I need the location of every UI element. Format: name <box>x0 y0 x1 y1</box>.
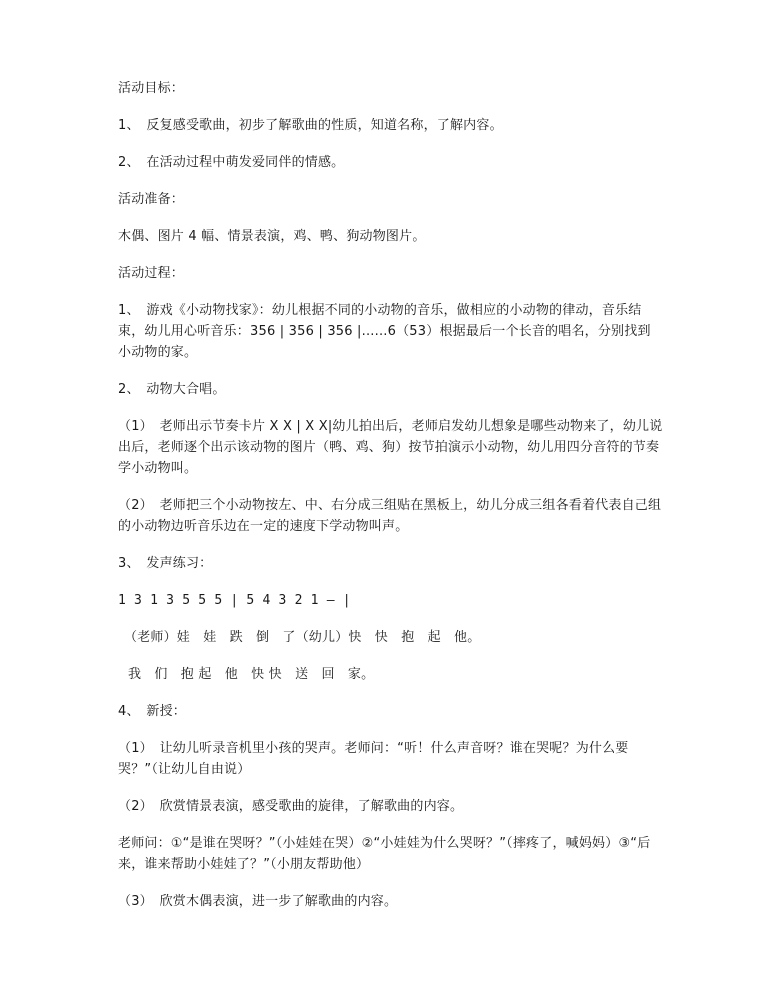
music-notation: 1 3 1 3 5 5 5 | 5 4 3 2 1 — | <box>118 593 351 608</box>
heading-preparation: 活动准备： <box>118 192 185 207</box>
lyric-line-1: （老师）娃 娃 跌 倒 了（幼儿）快 快 抱 起 他。 <box>124 630 481 645</box>
process-step-3: 3、 发声练习： <box>118 556 213 571</box>
process-step-2-sub-1: （1） 老师出示节奏卡片 X X | X X|幼儿拍出后，老师启发幼儿想象是哪些动物来了，幼儿说出后，老师逐个出示该动物的图片（鸭、鸡、狗）按节拍演示小动物，幼儿用四分音符的节奏学小动物叫。 <box>118 419 663 476</box>
heading-goals: 活动目标： <box>118 81 185 96</box>
heading-process: 活动过程： <box>118 266 185 281</box>
process-step-1: 1、 游戏《小动物找家》：幼儿根据不同的小动物的音乐，做相应的小动物的律动，音乐结束，幼儿用心听音乐：356 | 356 | 356 |......6（53）根据最后一个长音的唱名，分别找到小动物的家。 <box>118 303 651 360</box>
lyric-line-2: 我 们 抱 起 他 快 快 送 回 家。 <box>128 667 375 682</box>
process-step-4-sub-3: （3） 欣赏木偶表演，进一步了解歌曲的内容。 <box>118 894 398 909</box>
goal-item-2: 2、 在活动过程中萌发爱同伴的情感。 <box>118 155 345 170</box>
goal-item-1: 1、 反复感受歌曲，初步了解歌曲的性质，知道名称，了解内容。 <box>118 118 503 133</box>
process-step-4-sub-2: （2） 欣赏情景表演，感受歌曲的旋律，了解歌曲的内容。 <box>118 799 464 814</box>
document-page <box>118 78 663 928</box>
process-step-4: 4、 新授： <box>118 704 186 719</box>
preparation-text: 木偶、图片 4 幅、情景表演，鸡、鸭、狗动物图片。 <box>118 229 426 244</box>
teacher-questions: 老师问：①“是谁在哭呀？”（小娃娃在哭）②“小娃娃为什么哭呀？”（摔疼了，喊妈妈）③“后来，谁来帮助小娃娃了？”（小朋友帮助他） <box>118 836 651 872</box>
process-step-2-sub-2: （2） 老师把三个小动物按左、中、右分成三组贴在黑板上，幼儿分成三组各看着代表自己组的小动物边听音乐边在一定的速度下学动物叫声。 <box>118 498 662 534</box>
process-step-4-sub-1: （1） 让幼儿听录音机里小孩的哭声。老师问：“听！什么声音呀？谁在哭呢？为什么要哭？”（让幼儿自由说） <box>118 741 629 777</box>
process-step-2: 2、 动物大合唱。 <box>118 382 226 397</box>
